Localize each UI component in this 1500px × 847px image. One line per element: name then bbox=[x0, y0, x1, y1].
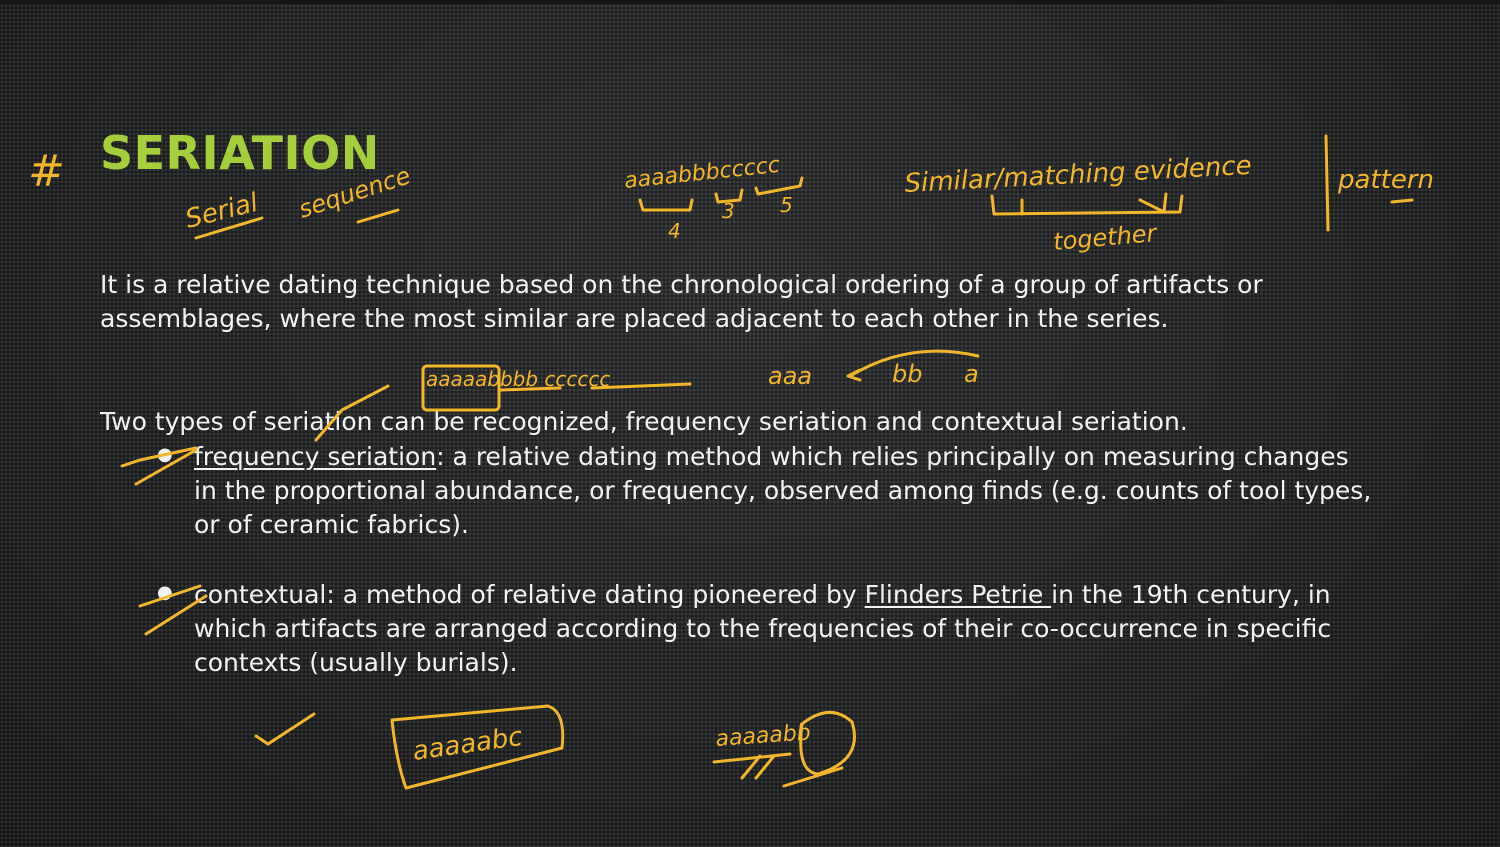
frequency-seriation-text: : a relative dating method which relies principally on measuring changes in the proportional abundance, or frequency, observed among finds (e.g. counts of tool types, or of ceramic fabrics). bbox=[194, 442, 1372, 539]
ink-context-underline bbox=[714, 754, 790, 762]
definition-paragraph: It is a relative dating technique based on the chronological ordering of a group of artifacts or assemblages, where the most similar are placed adjacent to each other in the series. bbox=[100, 270, 1263, 333]
bullet-dot-icon: ● bbox=[157, 582, 173, 603]
flinders-petrie-link[interactable]: Flinders Petrie bbox=[864, 580, 1052, 609]
ink-freq-underline-2 bbox=[592, 384, 690, 388]
ink-freq-example: aaaaabbbb cccccc bbox=[426, 367, 611, 391]
ink-count-4: 4 bbox=[668, 219, 681, 243]
frequency-seriation-term: frequency seriation bbox=[194, 442, 437, 471]
slide-title: SERIATION bbox=[100, 126, 380, 180]
bullet-dot-icon: ● bbox=[157, 444, 173, 465]
contextual-text-after: in the 19th century, in which artifacts are arranged according to the frequencies of their co-occurrence in specific contexts (usually burials). bbox=[194, 580, 1332, 677]
ink-together: together bbox=[1052, 219, 1158, 256]
ink-bb: bb bbox=[892, 360, 923, 388]
ink-hash: # bbox=[28, 146, 65, 197]
top-bar bbox=[0, 0, 1500, 4]
ink-freq-underline-1 bbox=[500, 388, 560, 390]
ink-bracket-3 bbox=[716, 190, 742, 202]
ink-sequence-example: aaaabbbccccc bbox=[623, 152, 782, 194]
ink-serial: Serial bbox=[182, 187, 262, 235]
ink-box-example: aaaaabc bbox=[410, 721, 525, 767]
ink-arrow-head bbox=[848, 370, 860, 380]
ink-similar-matching: Similar/matching evidence bbox=[903, 150, 1253, 199]
ink-context-circle bbox=[801, 712, 855, 774]
ink-arrow-curve bbox=[850, 351, 978, 376]
ink-context-strike bbox=[742, 756, 774, 778]
ink-bracket-5 bbox=[756, 178, 802, 194]
ink-pattern: pattern bbox=[1338, 165, 1434, 195]
ink-box-example-outline bbox=[392, 706, 563, 788]
ink-freq-box bbox=[423, 366, 499, 410]
ink-bracket-4 bbox=[640, 200, 692, 210]
bullet-contextual-seriation bbox=[194, 578, 1354, 680]
ink-pattern-underline bbox=[1392, 200, 1412, 202]
contextual-text-before: contextual: a method of relative dating pioneered by bbox=[194, 580, 865, 609]
ink-aaa: aaa bbox=[768, 362, 813, 390]
ink-context-tail bbox=[784, 768, 842, 786]
ink-sequence-underline bbox=[358, 210, 398, 222]
ink-count-5: 5 bbox=[780, 193, 793, 217]
ink-count-3: 3 bbox=[722, 199, 735, 223]
ink-check-bottom bbox=[256, 714, 314, 744]
types-paragraph: Two types of seriation can be recognized, frequency seriation and contextual seriation. bbox=[100, 407, 1188, 436]
bullet-frequency-seriation bbox=[194, 440, 1374, 542]
ink-sequence: sequence bbox=[295, 161, 414, 224]
ink-context-example: aaaaabb bbox=[714, 720, 812, 752]
ink-serial-underline bbox=[196, 218, 262, 238]
ink-divider-line bbox=[1326, 136, 1328, 230]
ink-together-bracket bbox=[992, 196, 1182, 214]
ink-a: a bbox=[964, 360, 979, 388]
ink-together-arrow bbox=[1140, 194, 1166, 212]
